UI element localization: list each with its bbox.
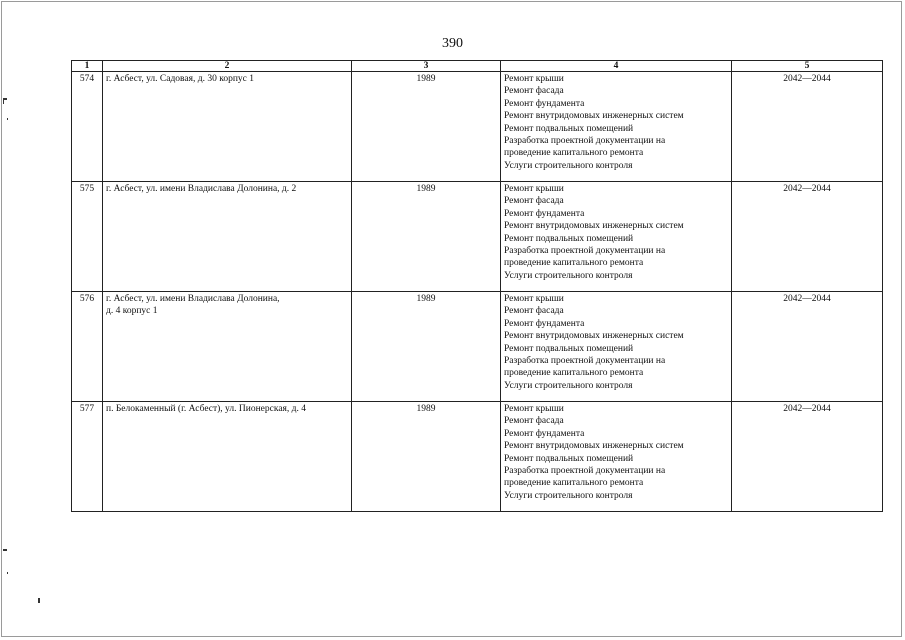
work-item: Ремонт внутридомовых инженерных систем <box>504 111 684 122</box>
table-row <box>72 72 883 182</box>
work-item: Услуги строительного контроля <box>504 380 633 391</box>
work-item: Ремонт фундамента <box>504 98 585 109</box>
row-number: 574 <box>72 72 103 182</box>
table-body <box>72 72 883 512</box>
work-item: Ремонт крыши <box>504 184 564 194</box>
work-item: Разработка проектной документации на <box>504 466 666 477</box>
year-cell: 1989 <box>352 292 501 402</box>
address-line: д. 4 корпус 1 <box>106 306 158 317</box>
work-item: Разработка проектной документации на <box>504 136 666 147</box>
work-item: Ремонт фундамента <box>504 208 585 219</box>
address-line: г. Асбест, ул. имени Владислава Долонина, <box>106 294 280 304</box>
work-item: Услуги строительного контроля <box>504 270 633 281</box>
works-cell <box>501 72 732 182</box>
works-cell <box>501 292 732 402</box>
works-cell <box>501 182 732 292</box>
header-col-3: 3 <box>352 61 501 72</box>
address-line: п. Белокаменный (г. Асбест), ул. Пионерская, д. 4 <box>106 404 306 414</box>
scan-mark <box>7 572 8 574</box>
work-item: Ремонт подвальных помещений <box>504 233 634 244</box>
year-cell: 1989 <box>352 182 501 292</box>
period-cell: 2042—2044 <box>732 402 883 512</box>
table-row <box>72 402 883 512</box>
table-row <box>72 292 883 402</box>
work-item: Ремонт фасада <box>504 416 564 427</box>
work-item: Разработка проектной документации на <box>504 246 666 257</box>
page-number: 390 <box>442 36 463 51</box>
address-line: г. Асбест, ул. Садовая, д. 30 корпус 1 <box>106 74 255 84</box>
work-item: Ремонт фундамента <box>504 428 585 439</box>
work-item: проведение капитального ремонта <box>504 148 644 159</box>
scan-mark <box>3 98 4 104</box>
work-item: Ремонт фундамента <box>504 318 585 329</box>
scan-mark <box>3 549 7 551</box>
work-item: Разработка проектной документации на <box>504 356 666 367</box>
header-col-2: 2 <box>103 61 352 72</box>
work-item: Ремонт подвальных помещений <box>504 453 634 464</box>
row-number: 577 <box>72 402 103 512</box>
repair-schedule-table <box>71 60 883 512</box>
work-item: Ремонт крыши <box>504 404 564 414</box>
header-col-1: 1 <box>72 61 103 72</box>
works-cell <box>501 402 732 512</box>
work-item: Ремонт внутридомовых инженерных систем <box>504 441 684 452</box>
work-item: Ремонт внутридомовых инженерных систем <box>504 331 684 342</box>
header-row <box>72 61 883 72</box>
work-item: проведение капитального ремонта <box>504 478 644 489</box>
work-item: Ремонт подвальных помещений <box>504 123 634 134</box>
work-item: Ремонт крыши <box>504 294 564 304</box>
period-cell: 2042—2044 <box>732 72 883 182</box>
work-item: Ремонт фасада <box>504 86 564 97</box>
address-line: г. Асбест, ул. имени Владислава Долонина, д. 2 <box>106 184 297 194</box>
period-cell: 2042—2044 <box>732 292 883 402</box>
work-item: Ремонт крыши <box>504 74 564 84</box>
work-item: Ремонт внутридомовых инженерных систем <box>504 221 684 232</box>
address-cell <box>103 402 352 512</box>
year-cell: 1989 <box>352 402 501 512</box>
address-cell <box>103 292 352 402</box>
scan-mark <box>38 598 40 603</box>
table-row <box>72 182 883 292</box>
scan-mark <box>7 118 8 120</box>
header-col-5: 5 <box>732 61 883 72</box>
header-col-4: 4 <box>501 61 732 72</box>
address-cell <box>103 182 352 292</box>
work-item: Услуги строительного контроля <box>504 490 633 501</box>
address-cell <box>103 72 352 182</box>
period-cell: 2042—2044 <box>732 182 883 292</box>
row-number: 576 <box>72 292 103 402</box>
work-item: Ремонт фасада <box>504 306 564 317</box>
work-item: Ремонт фасада <box>504 196 564 207</box>
row-number: 575 <box>72 182 103 292</box>
work-item: проведение капитального ремонта <box>504 258 644 269</box>
year-cell: 1989 <box>352 72 501 182</box>
work-item: Ремонт подвальных помещений <box>504 343 634 354</box>
work-item: проведение капитального ремонта <box>504 368 644 379</box>
work-item: Услуги строительного контроля <box>504 160 633 171</box>
